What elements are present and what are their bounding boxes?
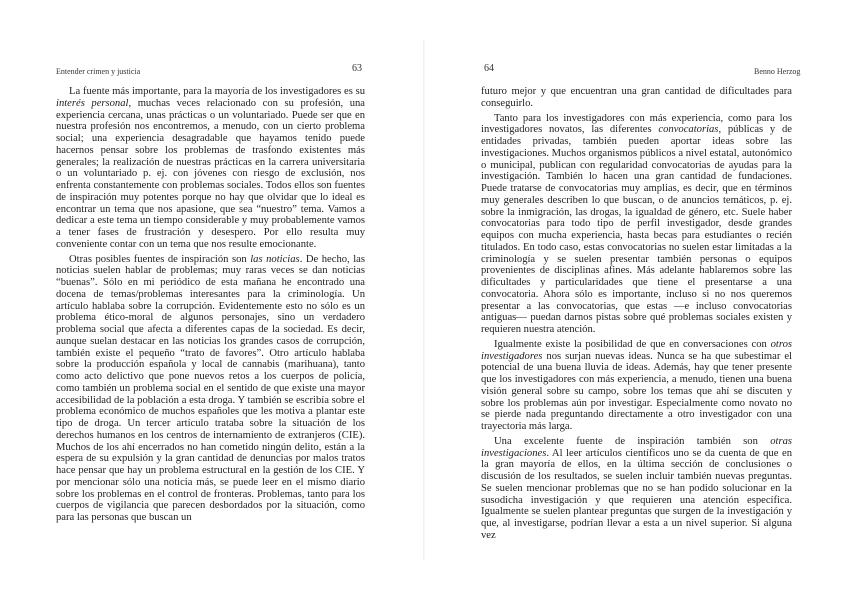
page-number-left: 63: [352, 63, 362, 74]
paragraph: [481, 86, 792, 110]
paragraph: [481, 339, 792, 433]
text-run: futuro mejor y que encuentran una gran cantidad de dificultades para conseguirlo.: [481, 86, 792, 109]
text-run: , muchas veces relacionado con su profesión, una experiencia cercana, unas prácticas o un voluntariado. Puede ser que en nuestra profesión nos encontremos, a menudo, con un cierto problema social; una experiencia desagradable que hayamos tenido puede hacernos pensar sobre los problemas de trasfondo existentes más generales; la realización de nuestras prácticas en la carrera universitaria o un voluntariado p. ej. con jóvenes con riesgo de exclusión, nos enfrenta constantemente con problemas sociales. Todos ellos son fuentes de inspiración muy potentes porque no hay que olvidar que lo ideal es encontrar un tema que nos apasione, que sea “nuestro” tema. Vamos a dedicar a este tema un tiempo considerable y muy probablemente vamos a tener fases de frustración y desespero. Por ello resulta muy conveniente contar con un tema que nos resulte emocionante.: [56, 97, 366, 250]
text-run: Una excelente fuente de inspiración también son: [494, 435, 771, 447]
text-run: Igualmente existe la posibilidad de que en conversaciones con: [494, 338, 771, 350]
paragraph: [481, 436, 792, 542]
paragraph: [56, 254, 365, 524]
emphasis-text: convocatorias: [658, 124, 719, 136]
right-page: [424, 0, 848, 599]
text-run: , públicas y de entidades privadas, también pueden aportar ideas sobre las investigaciones. Muchos organismos públicos a nivel estatal, autonómico o municipal, publican con regularidad convocatorias de ayudas para la investigación. También lo hacen una gran cantidad de fundaciones. Puede tratarse de convocatorias muy amplias, es decir, que en términos muy generales describen lo que buscan, o de anuncios temáticos, p. ej. sobre la inmigración, las drogas, la igualdad de género, etc. Suele haber convocatorias para todo tipo de perfil investigador, desde grandes equipos con mucha experiencia, hasta becas para estudiantes o recién titulados. En todo caso, estas convocatorias no suelen estar limitadas a la criminología y se suelen presentar también personas o equipos provenientes de disciplinas afines. Más adelante hablaremos sobre las dificultades y particularidades que tiene el presentarse a una convocatoria. Ahora sólo es importante, incluso si no nos queremos presentar a las convocatorias, que estas —e incluso convocatorias antiguas— puedan darnos pistas sobre qué problemas sociales existen y requieren nuestra atención.: [481, 124, 792, 335]
emphasis-text: interés personal: [56, 97, 129, 109]
running-head-left: Entender crimen y justicia: [56, 67, 141, 76]
emphasis-text: las noticias: [250, 253, 300, 265]
text-run: La fuente más importante, para la mayoría de los investigadores es su: [69, 86, 365, 97]
text-run: Otras posibles fuentes de inspiración son: [69, 253, 251, 265]
paragraph: [56, 86, 365, 251]
left-page-body: [56, 86, 365, 524]
text-run: . Al leer artículos científicos uno se da cuenta de que en la gran mayoría de ellos, en la última sección de conclusiones o discusión de los resultados, se suelen incluir también nuevas preguntas. Se suelen mencionar problemas que no se han podido solucionar en la susodicha investigación y que requieren una atención específica. Igualmente se suelen plantear preguntas que surgen de la investigación y que, al investigarse, podrían llevar a esta a un nivel superior. Si alguna vez: [481, 447, 792, 541]
text-run: Tanto para los investigadores con más experiencia, como para los investigadores novatos, las diferentes: [481, 112, 792, 136]
emphasis-text: otras investigaciones: [481, 435, 792, 459]
right-page-body: [481, 86, 792, 542]
page-number-right: 64: [484, 63, 494, 74]
paragraph: [481, 113, 792, 336]
running-head-right: Benno Herzog: [754, 67, 801, 76]
emphasis-text: otros investigadores: [481, 338, 792, 362]
text-run: nos surjan nuevas ideas. Nunca se ha que subestimar el potencial de una buena lluvia de ideas. Además, hay que tener presente que los investigadores con más experiencia, a menudo, tienen una buena visión general sobre su campo, sobre los temas que ahí se discuten y sobre los problemas aún por investigar. Especialmente como novato no se pierde nada preguntando directamente a otro investigador con una trayectoria más larga.: [481, 350, 792, 432]
text-run: . De hecho, las noticias suelen hablar de problemas; muy raras veces se dan noticias “buenas”. Sólo en mi periódico de esta mañana he encontrado una docena de temas/problemas interesantes para la criminología. Un artículo hablaba sobre la corrupción. Evidentemente esto no sólo es un problema ético-moral de algunos personajes, sino un verdadero problema social que afecta a diferentes capas de la sociedad. Es decir, aunque suelan destacar en las noticias los grandes casos de corrupción, también existe el pequeño “trato de favores”. Otro artículo hablaba sobre la producción española y local de cannabis (marihuana), tanto como acto delictivo que pone nuevos retos a los cuerpos de policía, como también un problema social en el sentido de que existe una mayor accesibilidad de la población a esta droga. Y también se escribía sobre el problema económico de muchos españoles que les motiva a plantar este tipo de droga. Un tercer artículo trataba sobre la situación de los derechos humanos en los centros de internamiento de extranjeros (CIE). Muchos de los ahí encerrados no han cometido ningún delito, están a la espera de su expulsión y la gran cantidad de denuncias por malos tratos hace pensar que hay un problema estructural en la gestión de los CIE. Y por mencionar sólo una noticia más, se puede leer en el mismo diario sobre los problemas en el control de fronteras. Problemas, tanto para los cuerpos de vigilancia que parecen desbordados por la situación, como para las personas que buscan un: [56, 253, 365, 523]
